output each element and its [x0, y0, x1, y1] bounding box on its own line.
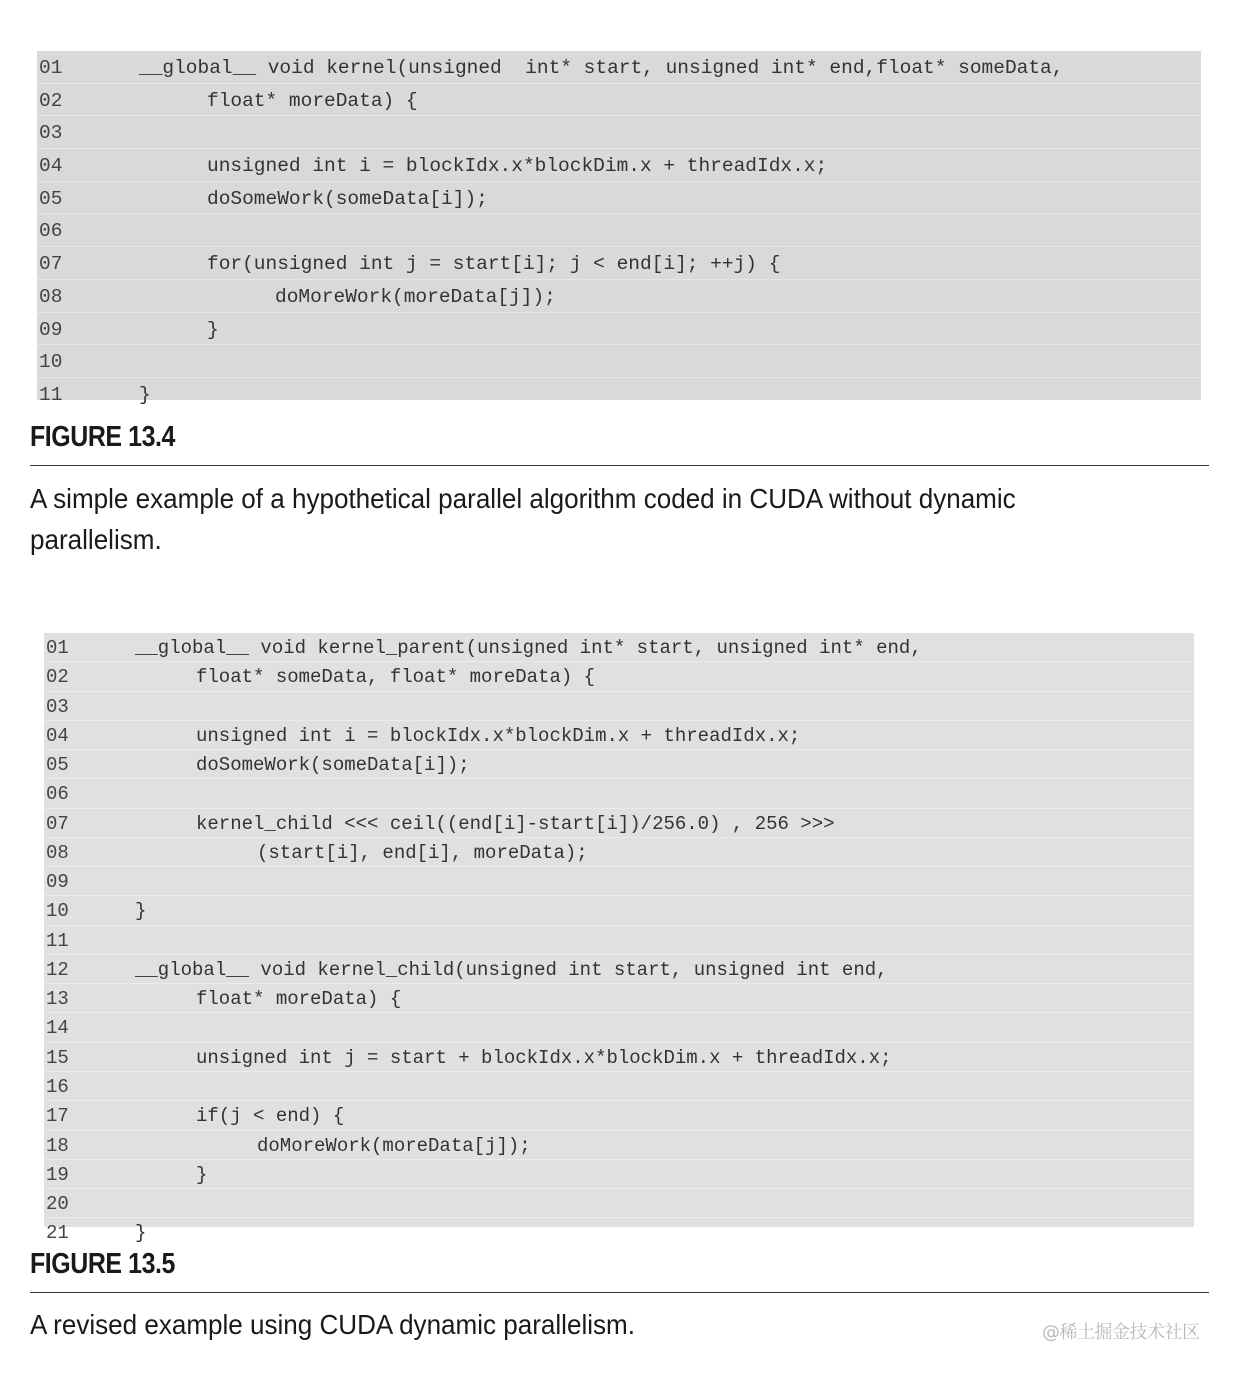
line-number: 07	[39, 253, 63, 276]
code-line	[44, 896, 1194, 925]
code-line	[37, 247, 1201, 280]
line-number: 02	[46, 666, 69, 689]
line-number: 06	[46, 783, 69, 806]
code-line	[44, 809, 1194, 838]
line-number: 04	[46, 724, 69, 747]
code-text: }	[139, 383, 151, 406]
line-number: 01	[39, 57, 63, 79]
line-number: 03	[46, 695, 69, 718]
code-line	[37, 280, 1201, 313]
line-number: 12	[46, 958, 69, 981]
line-number: 05	[46, 754, 69, 777]
code-line	[44, 1101, 1194, 1130]
code-text: }	[196, 1163, 208, 1186]
line-number: 21	[46, 1222, 69, 1245]
line-number: 01	[46, 637, 69, 659]
line-number: 11	[46, 929, 69, 952]
code-line	[44, 1189, 1194, 1218]
code-text: unsigned int j = start + blockIdx.x*blockDim.x + threadIdx.x;	[196, 1046, 892, 1069]
code-line	[44, 1218, 1194, 1247]
code-line	[44, 984, 1194, 1013]
line-number: 07	[46, 812, 69, 835]
code-line	[44, 955, 1194, 984]
code-line	[44, 662, 1194, 691]
code-line	[44, 750, 1194, 779]
code-line	[37, 84, 1201, 117]
line-number: 08	[39, 285, 63, 308]
code-text: doMoreWork(moreData[j]);	[275, 285, 556, 308]
code-line	[37, 378, 1201, 411]
line-number: 16	[46, 1075, 69, 1098]
code-text: kernel_child <<< ceil((end[i]-start[i])/256.0) , 256 >>>	[196, 812, 835, 835]
code-line	[44, 1013, 1194, 1042]
code-line	[44, 838, 1194, 867]
line-number: 11	[39, 383, 63, 406]
line-number: 19	[46, 1163, 69, 1186]
line-number: 10	[46, 900, 69, 923]
code-text: }	[207, 318, 219, 341]
code-text: doMoreWork(moreData[j]);	[257, 1134, 531, 1157]
code-line	[37, 51, 1201, 84]
code-line	[44, 1043, 1194, 1072]
figure-13-4-code-listing	[37, 51, 1201, 406]
figure-13-4-caption: A simple example of a hypothetical parallel algorithm coded in CUDA without dynamic parallelism.	[30, 483, 1016, 555]
figure-13-4-label: FIGURE 13.4	[30, 421, 175, 453]
code-line	[44, 779, 1194, 808]
figure-13-5-label: FIGURE 13.5	[30, 1248, 175, 1280]
code-line	[37, 313, 1201, 346]
code-text: unsigned int i = blockIdx.x*blockDim.x + threadIdx.x;	[207, 155, 828, 178]
code-line	[44, 926, 1194, 955]
figure-13-5-divider	[30, 1292, 1209, 1293]
line-number: 04	[39, 155, 63, 178]
code-text: (start[i], end[i], moreData);	[257, 841, 588, 864]
code-line	[44, 1160, 1194, 1189]
code-line	[44, 1072, 1194, 1101]
code-line	[44, 692, 1194, 721]
code-text: float* someData, float* moreData) {	[196, 666, 596, 689]
code-line	[37, 182, 1201, 215]
code-text: if(j < end) {	[196, 1105, 345, 1128]
code-text: unsigned int i = blockIdx.x*blockDim.x + threadIdx.x;	[196, 724, 801, 747]
figure-13-4-divider	[30, 465, 1209, 466]
code-text: __global__ void kernel_child(unsigned int start, unsigned int end,	[135, 958, 888, 981]
code-line	[37, 116, 1201, 149]
code-line	[37, 345, 1201, 378]
line-number: 03	[39, 122, 63, 145]
code-text: }	[135, 1222, 147, 1245]
code-line	[44, 867, 1194, 896]
line-number: 13	[46, 988, 69, 1011]
line-number: 06	[39, 220, 63, 243]
line-number: 17	[46, 1105, 69, 1128]
code-text: float* moreData) {	[196, 988, 402, 1011]
line-number: 14	[46, 1017, 69, 1040]
line-number: 09	[39, 318, 63, 341]
code-text: doSomeWork(someData[i]);	[196, 754, 470, 777]
line-number: 20	[46, 1193, 69, 1216]
code-line	[37, 214, 1201, 247]
code-line	[44, 721, 1194, 750]
code-text: for(unsigned int j = start[i]; j < end[i]; ++j) {	[207, 253, 781, 276]
code-line	[37, 149, 1201, 182]
line-number: 05	[39, 187, 63, 210]
code-text: doSomeWork(someData[i]);	[207, 187, 488, 210]
code-line	[44, 1131, 1194, 1160]
line-number: 10	[39, 351, 63, 374]
code-text: __global__ void kernel(unsigned int* start, unsigned int* end,float* someData,	[139, 57, 1064, 79]
figure-13-5-caption: A revised example using CUDA dynamic parallelism.	[30, 1309, 635, 1340]
code-line	[44, 633, 1194, 662]
code-text: float* moreData) {	[207, 89, 418, 112]
code-text: }	[135, 900, 147, 923]
code-text: __global__ void kernel_parent(unsigned int* start, unsigned int* end,	[135, 637, 922, 659]
line-number: 18	[46, 1134, 69, 1157]
watermark: @稀土掘金技术社区	[1042, 1322, 1200, 1343]
line-number: 08	[46, 841, 69, 864]
line-number: 02	[39, 89, 63, 112]
figure-13-5-code-listing	[44, 633, 1194, 1245]
line-number: 09	[46, 871, 69, 894]
line-number: 15	[46, 1046, 69, 1069]
